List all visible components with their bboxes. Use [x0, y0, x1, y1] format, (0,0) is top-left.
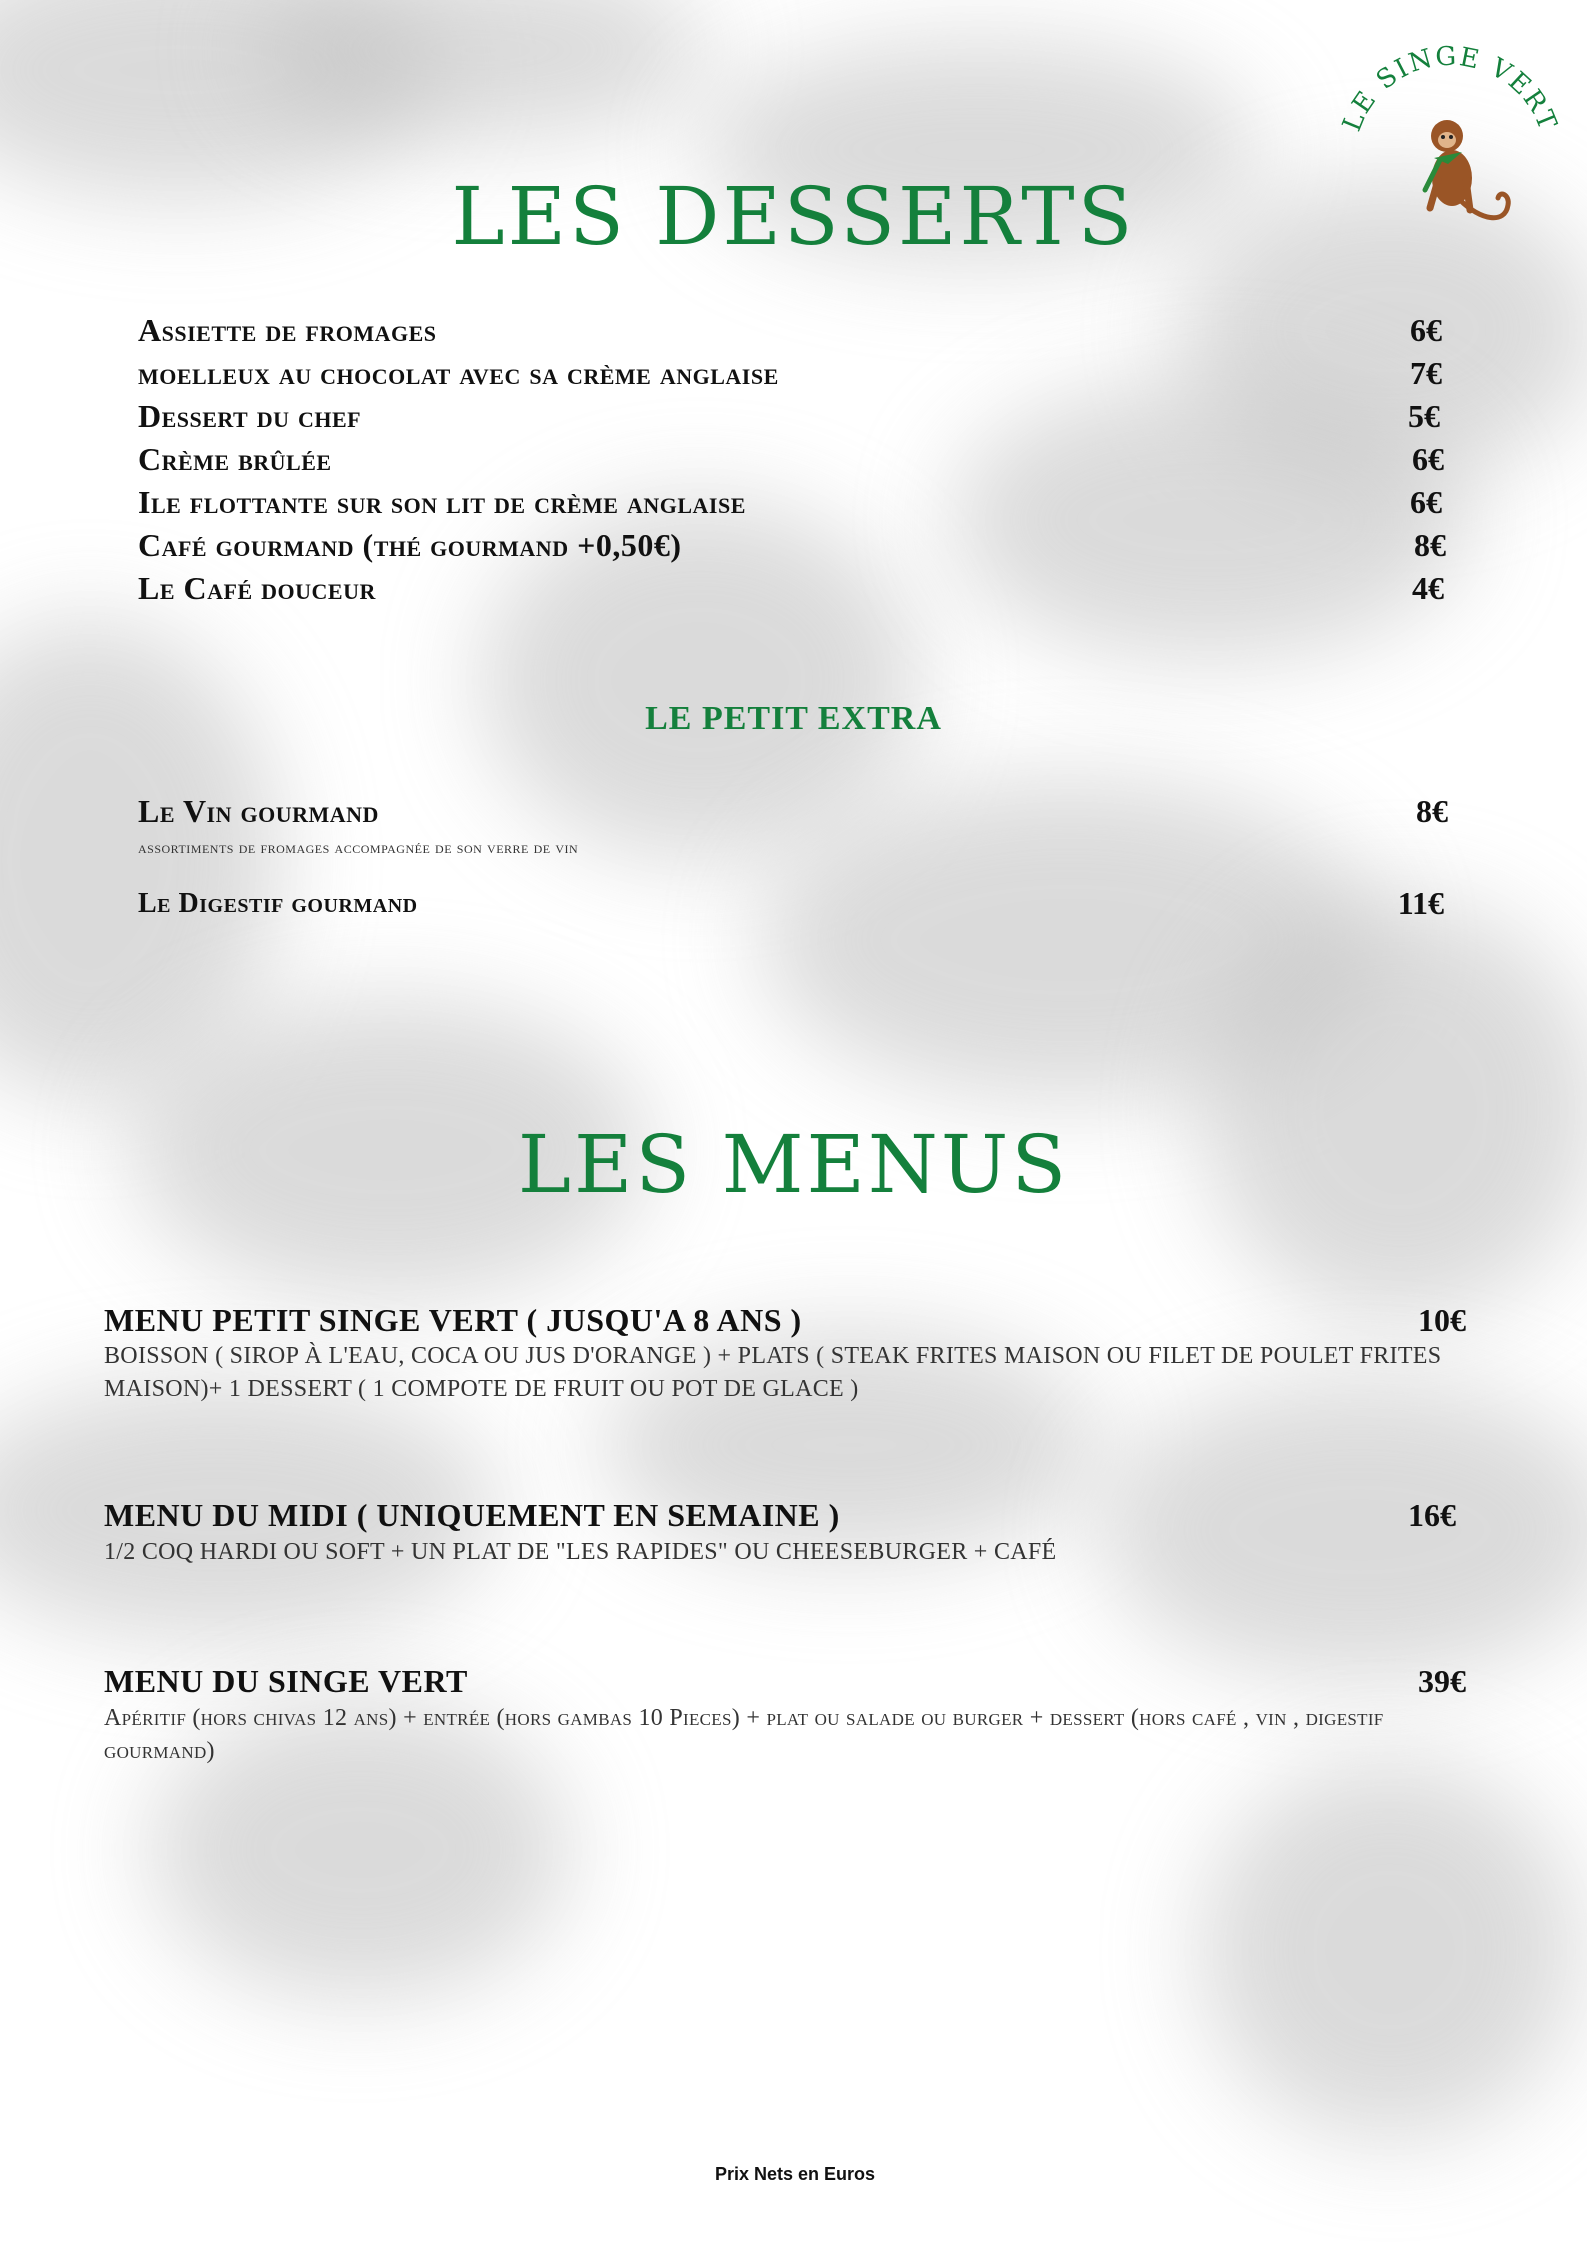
dessert-name: Assiette de fromages [138, 312, 437, 348]
dessert-price: 6€ [1410, 312, 1442, 348]
extra-price: 11€ [1397, 885, 1444, 921]
menu-name: MENU DU SINGE VERT [104, 1663, 468, 1699]
menu-description: BOISSON ( SIROP À L'EAU, COCA OU JUS D'ORANGE ) + PLATS ( STEAK FRITES MAISON OU FILET DE POULET FRITES MAISON)+ 1 DESSERT ( 1 COMPOTE DE FRUIT OU POT DE GLACE ) [104, 1343, 1442, 1402]
extra-name: Le Digestif gourmand [138, 888, 418, 919]
logo-text: LE SINGE VERT [1337, 41, 1563, 136]
dessert-name: Dessert du chef [138, 398, 362, 434]
dessert-price: 6€ [1412, 441, 1444, 477]
dessert-name: moelleux au chocolat avec sa crème anglaise [138, 355, 779, 391]
dessert-name: Crème brûlée [138, 441, 332, 477]
dessert-price: 5€ [1408, 398, 1440, 434]
dessert-price: 6€ [1410, 484, 1442, 520]
dessert-name: Le Café douceur [138, 570, 376, 606]
menus-title: LES MENUS [517, 1118, 1070, 1211]
menu-name: MENU DU MIDI ( UNIQUEMENT EN SEMAINE ) [104, 1497, 840, 1533]
extra-name: Le Vin gourmand [138, 793, 379, 829]
petit-extra-title: LE PETIT EXTRA [645, 700, 942, 737]
menu-price: 39€ [1418, 1663, 1466, 1699]
extra-note: assortiments de fromages accompagnée de son verre de vin [138, 838, 579, 857]
dessert-price: 8€ [1414, 527, 1446, 563]
menu-price: 10€ [1418, 1302, 1466, 1338]
menu-description: 1/2 COQ HARDI OU SOFT + UN PLAT DE "LES RAPIDES" OU CHEESEBURGER + CAFÉ [104, 1539, 1057, 1565]
dessert-price: 7€ [1410, 355, 1442, 391]
menu-name: MENU PETIT SINGE VERT ( JUSQU'A 8 ANS ) [104, 1302, 802, 1338]
extra-price: 8€ [1416, 793, 1448, 829]
dessert-name: Ile flottante sur son lit de crème anglaise [138, 484, 746, 520]
menu-description: Apéritif (hors chivas 12 ans) + entrée (hors gambas 10 Pieces) + plat ou salade ou burger + dessert (hors café , vin , digestif gourmand) [104, 1705, 1384, 1764]
footer-note: Prix Nets en Euros [714, 2164, 876, 2184]
desserts-title: LES DESSERTS [451, 170, 1136, 263]
menu-price: 16€ [1408, 1497, 1456, 1533]
dessert-price: 4€ [1412, 570, 1444, 606]
dessert-name: Café gourmand (thé gourmand +0,50€) [138, 527, 682, 563]
